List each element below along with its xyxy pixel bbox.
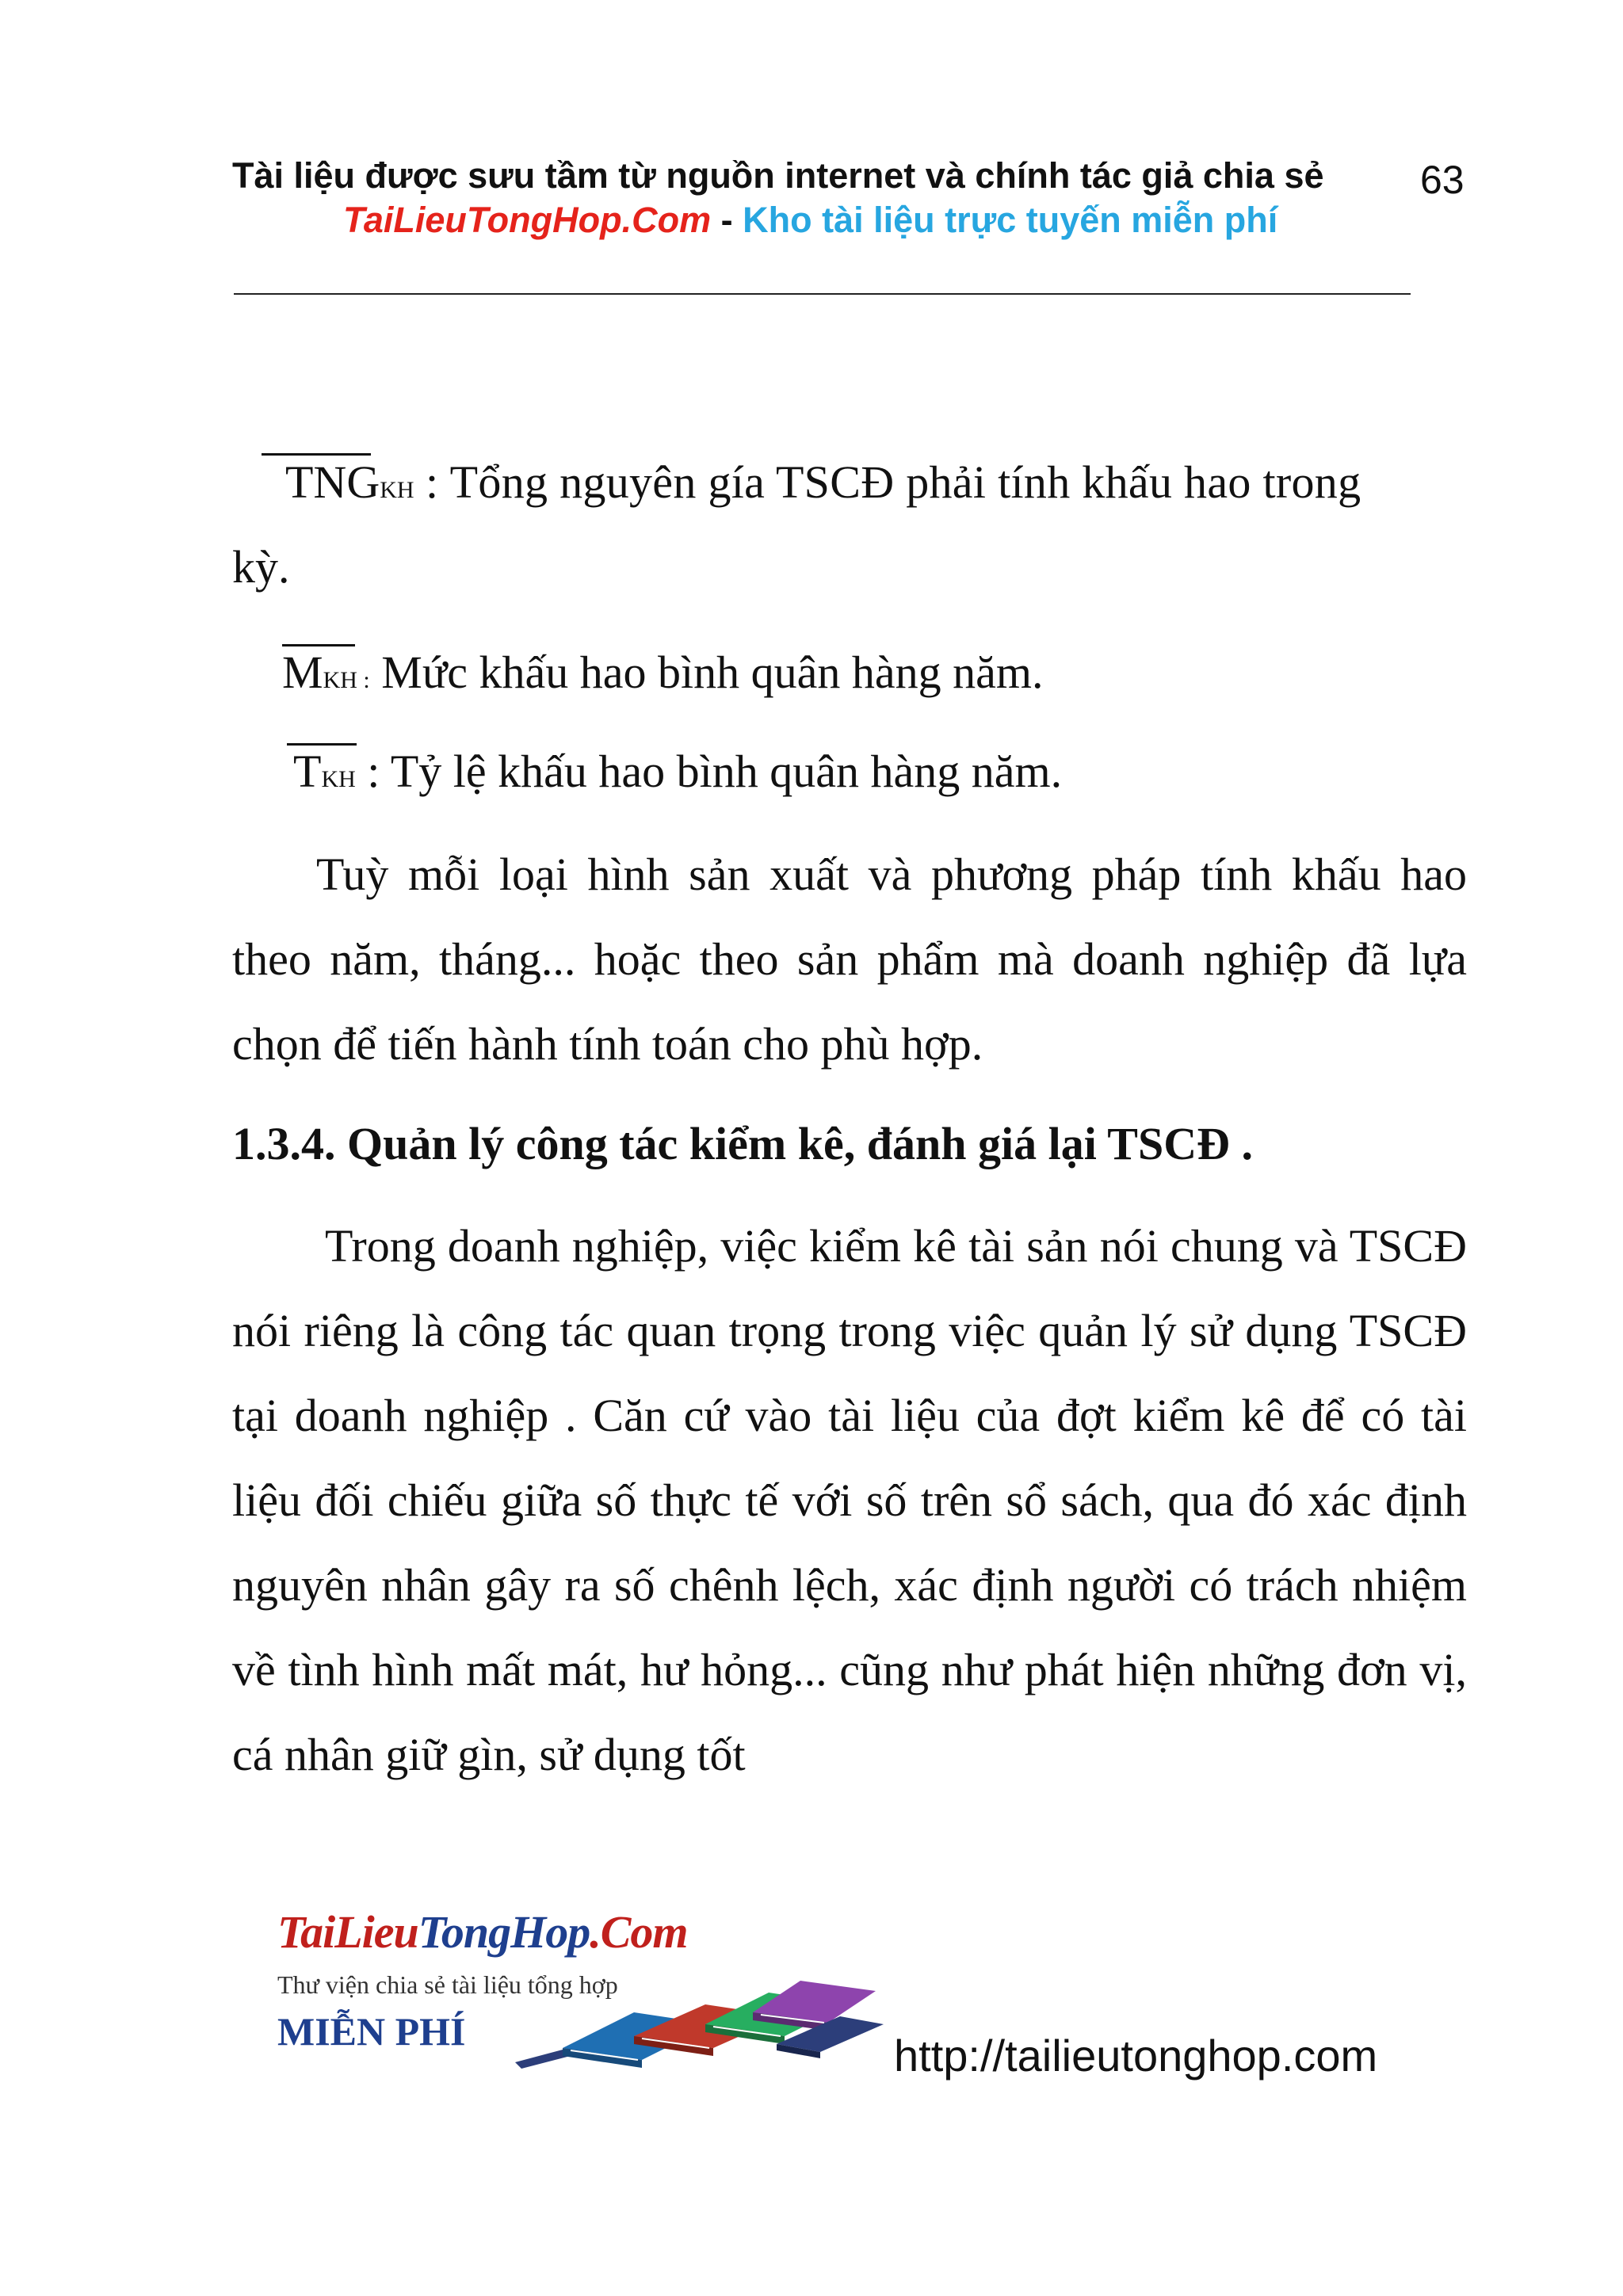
logo-part3: .Com [590, 1906, 688, 1958]
header-separator: - [711, 200, 743, 240]
site-tagline: Kho tài liệu trực tuyến miễn phí [743, 200, 1278, 240]
section-heading: 1.3.4. Quản lý công tác kiểm kê, đánh giá lại TSCĐ . [232, 1118, 1254, 1169]
definition-tkh [293, 745, 1062, 798]
paragraph-depreciation-method: Tuỳ mỗi loại hình sản xuất và phương pháp tính khấu hao theo năm, tháng... hoặc theo sản phẩm mà doanh nghiệp đã lựa chọn để tiến hành tính toán cho phù hợp. [232, 849, 1467, 1070]
header-site-line [343, 200, 1277, 241]
page-number: 63 [1420, 158, 1465, 202]
logo-wordmark [277, 1905, 688, 1958]
header-source-note: Tài liệu được sưu tầm từ nguồn internet và chính tác giả chia sẻ [232, 155, 1324, 196]
symbol-tng [285, 456, 414, 509]
definition-text: Mức khấu hao bình quân hàng năm. [381, 646, 1044, 698]
definition-text: Tỷ lệ khấu hao bình quân hàng năm. [390, 746, 1063, 797]
logo-part1: TaiLieu [277, 1906, 418, 1958]
symbol-subscript: KH [380, 477, 414, 503]
site-name: TaiLieuTongHop.Com [343, 200, 712, 240]
definition-colon [370, 646, 382, 698]
symbol-text: T [293, 746, 322, 797]
symbol-subscript: KH : [323, 667, 370, 693]
symbol-text: M [282, 646, 323, 698]
definition-tng [285, 456, 1361, 509]
paragraph-inventory-check: Trong doanh nghiệp, việc kiểm kê tài sản nói chung và TSCĐ nói riêng là công tác quan trọng trong việc quản lý sử dụng TSCĐ tại doanh nghiệp . Căn cứ vào tài liệu của đợt kiểm kê để có tài liệu đối chiếu giữa số thực tế với số trên sổ sách, qua đó xác định nguyên nhân gây ra số chênh lệch, xác định người có trách nhiệm về tình hình mất mát, hư hỏng... cũng như phát hiện những đơn vị, cá nhân giữ gìn, sử dụng tốt [232, 1220, 1467, 1780]
overline [287, 743, 357, 746]
definition-text: Tổng nguyên gía TSCĐ phải tính khấu hao trong [449, 456, 1361, 508]
definition-tng-continued: kỳ. [232, 541, 290, 593]
overline [262, 453, 371, 456]
definition-colon: : [355, 746, 391, 797]
definition-mkh [282, 646, 1043, 699]
definition-colon: : [414, 456, 450, 508]
symbol-mkh [282, 646, 370, 699]
header-divider [234, 293, 1411, 295]
symbol-text: TNG [285, 456, 380, 508]
symbol-tkh [293, 745, 356, 798]
footer-url[interactable]: http://tailieutonghop.com [894, 2031, 1378, 2081]
site-logo [269, 1905, 888, 2072]
logo-free-label: MIỄN PHÍ [277, 2009, 466, 2054]
books-stack-icon [515, 1969, 888, 2072]
logo-part2: TongHop [418, 1906, 590, 1958]
symbol-subscript: KH [321, 766, 356, 792]
overline [282, 644, 355, 646]
logo-subtitle: Thư viện chia sẻ tài liệu tổng hợp [277, 1970, 618, 1999]
